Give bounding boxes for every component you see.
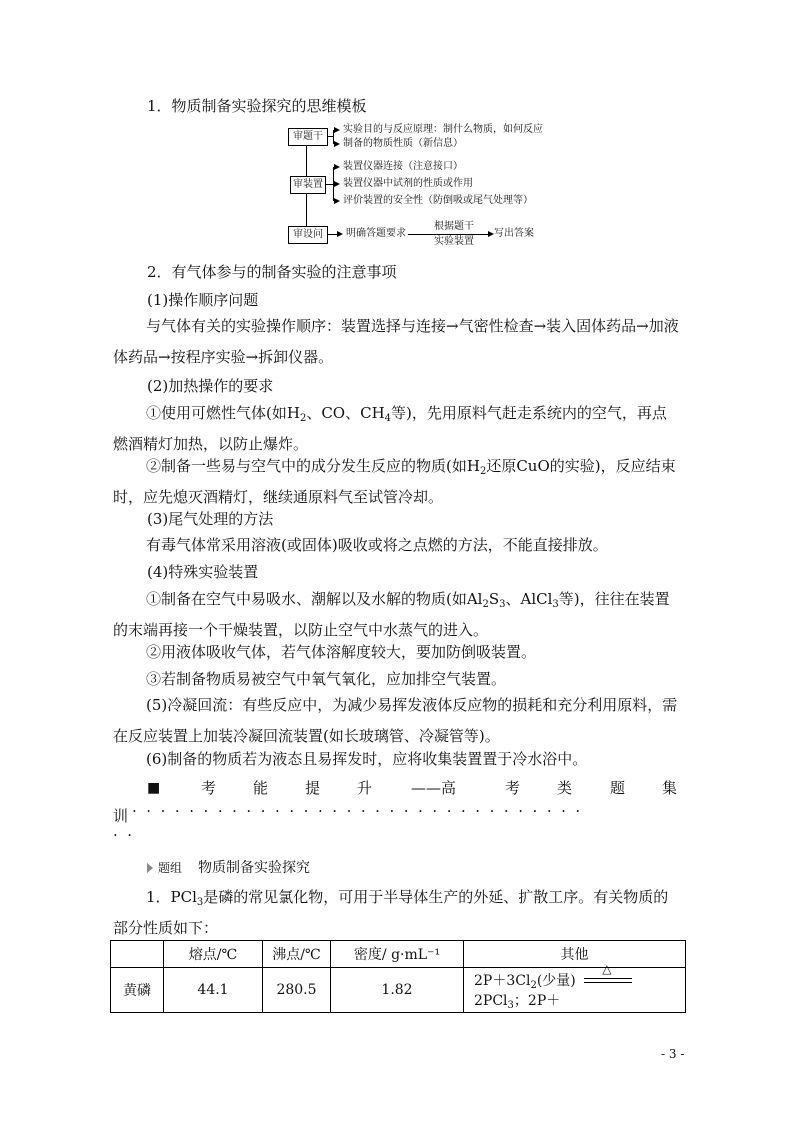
banner-char: 提 bbox=[305, 779, 321, 797]
special-apparatus-paragraph-3: ③若制备物质易被空气中氧气氧化，应加排空气装置。 bbox=[146, 670, 507, 688]
banner-char: 考 bbox=[505, 779, 521, 797]
sub-title-2: (2)加热操作的要求 bbox=[147, 377, 274, 395]
section-heading-2: 2．有气体参与的制备实验的注意事项 bbox=[147, 263, 397, 281]
table-header: 熔点/℃ bbox=[164, 941, 263, 968]
sub-title-4: (4)特殊实验装置 bbox=[147, 563, 259, 581]
box-review-question: 审设问 bbox=[288, 226, 328, 244]
properties-table bbox=[110, 940, 686, 1013]
banner-char: 类 bbox=[557, 779, 573, 797]
sub-title-1: (1)操作顺序问题 bbox=[147, 291, 259, 309]
banner-square: ■ bbox=[147, 780, 161, 796]
banner-char: 集 bbox=[662, 779, 678, 797]
tail-gas-text: 有毒气体常采用溶液(或固体)吸收或将之点燃的方法，不能直接排放。 bbox=[146, 536, 608, 554]
box-review-stem: 审题干 bbox=[288, 128, 328, 146]
stem-item-1: 实验目的与反应原理：制什么物质，如何反应 bbox=[343, 124, 543, 135]
table-header: 密度/ g·mL⁻¹ bbox=[331, 941, 464, 968]
special-apparatus-paragraph-1: ①制备在空气中易吸水、潮解以及水解的物质(如$Al_2S_3$、AlCl$_3$等)，往往在装置的末端再接一个干燥装置，以防止空气中水蒸气的进入。 bbox=[113, 590, 670, 639]
apparatus-item-1: 装置仪器连接（注意接口） bbox=[343, 161, 463, 172]
question-1-stem: 1．PCl$_3$是磷的常见氯化物，可用于半导体生产的外延、扩散工序。有关物质的部分性质如下： bbox=[113, 888, 669, 937]
heating-condition: △ bbox=[584, 974, 632, 988]
table-header: 沸点/℃ bbox=[263, 941, 331, 968]
group-tag: 题组 bbox=[158, 861, 183, 875]
heating-paragraph-2: ②制备一些易与空气中的成分发生反应的物质(如$H_2$还原CuO的实验)，反应结束时，应先熄灭酒精灯，继续通原料气至试管冷却。 bbox=[113, 457, 676, 506]
substance-name: 黄磷 bbox=[111, 968, 164, 1013]
banner-char: 能 bbox=[253, 779, 269, 797]
answer-requirement: 明确答题要求 bbox=[346, 228, 406, 239]
reflux-paragraph: (5)冷凝回流：有些反应中，为减少易挥发液体反应物的损耗和充分利用原料，需在反应装置上加装冷凝回流装置(如长玻璃管、冷凝管等)。 bbox=[113, 696, 678, 745]
other-properties: $2P+3Cl_2$(少量) △ 2PCl$_3$；2P＋ bbox=[464, 968, 686, 1013]
group-title: 物质制备实验探究 bbox=[198, 860, 310, 876]
special-apparatus-paragraph-2: ②用液体吸收气体，若气体溶解度较大，要加防倒吸装置。 bbox=[146, 643, 537, 661]
table-header: 其他 bbox=[464, 941, 686, 968]
banner-char: 训 bbox=[113, 807, 129, 825]
group-marker-icon bbox=[147, 863, 153, 873]
heating-paragraph-1: ①使用可燃性气体(如$H_2$、CO、$CH_4$等)，先用原料气赶走系统内的空气，再点燃酒精灯加热，以防止爆炸。 bbox=[113, 404, 667, 453]
banner-char: 升 bbox=[357, 779, 373, 797]
operation-order-text: 与气体有关的实验操作顺序：装置选择与连接→气密性检查→装入固体药品→加液体药品→按程序实验→拆卸仪器。 bbox=[113, 317, 679, 366]
table-row bbox=[111, 968, 686, 1013]
experimental-apparatus: 实验装置 bbox=[434, 236, 474, 247]
melting-point: 44.1 bbox=[164, 968, 263, 1013]
volatile-product-paragraph: (6)制备的物质若为液态且易挥发时，应将收集装置置于冷水浴中。 bbox=[146, 750, 588, 768]
based-on-stem: 根据题干 bbox=[434, 221, 474, 232]
banner-dots-row-2: · · bbox=[113, 826, 133, 844]
section-heading-1: 1．物质制备实验探究的思维模板 bbox=[147, 97, 367, 115]
banner-char: ——高 bbox=[411, 779, 457, 797]
stem-item-2: 制备的物质性质（新信息） bbox=[343, 138, 463, 149]
box-review-apparatus: 审装置 bbox=[290, 176, 326, 194]
boiling-point: 280.5 bbox=[263, 968, 331, 1013]
banner-dots-row-1: · · · · · · · · · · · · · · · · · · · · · · · · · · · · · · · · bbox=[132, 802, 581, 820]
write-answer: 写出答案 bbox=[494, 228, 534, 239]
sub-title-3: (3)尾气处理的方法 bbox=[147, 510, 274, 528]
table-header bbox=[111, 941, 164, 968]
table-header-row bbox=[111, 941, 686, 968]
page-number: - 3 - bbox=[661, 1047, 685, 1061]
banner-char: 考 bbox=[201, 779, 217, 797]
apparatus-item-3: 评价装置的安全性（防倒吸或尾气处理等） bbox=[343, 195, 533, 206]
apparatus-item-2: 装置仪器中试剂的性质或作用 bbox=[343, 178, 473, 189]
density: 1.82 bbox=[331, 968, 464, 1013]
banner-char: 题 bbox=[610, 779, 626, 797]
